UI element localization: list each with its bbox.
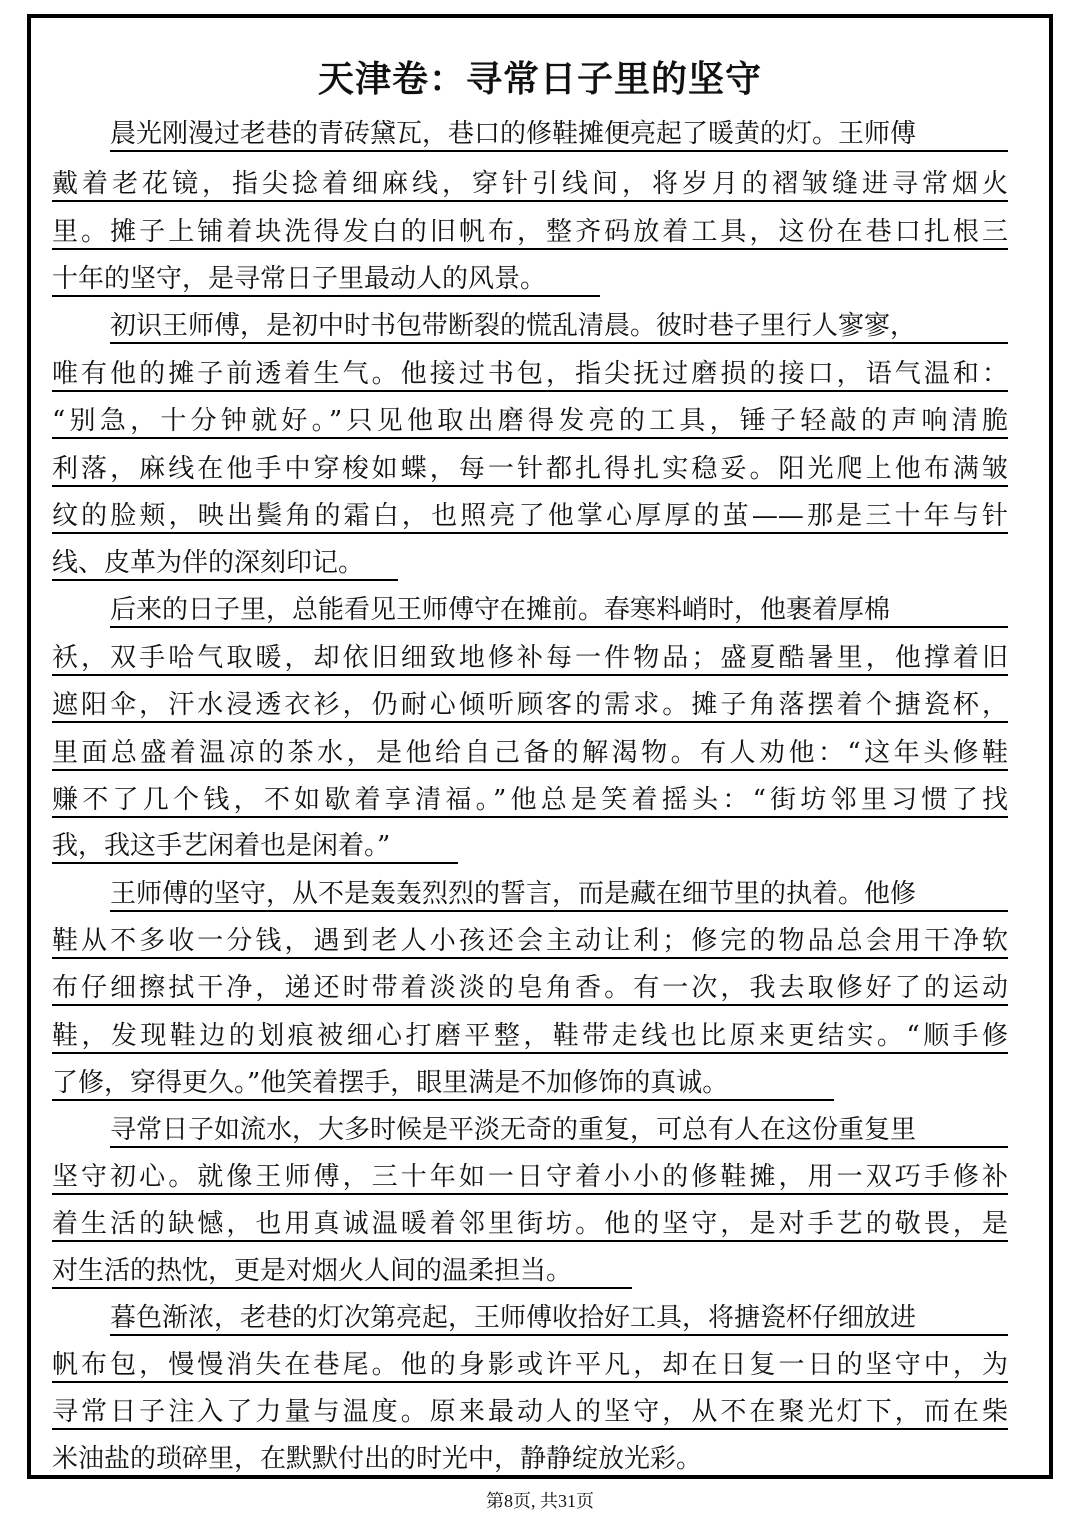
text-line: 坚守初心。就像王师傅，三十年如一日守着小小的修鞋摊，用一双巧手修补 [52, 1159, 1008, 1195]
text-line: 米油盐的琐碎里，在默默付出的时光中，静静绽放光彩。 [52, 1444, 703, 1474]
text-line: 线、皮革为伴的深刻印记。 [52, 545, 398, 581]
text-line: 寻常日子如流水，大多时候是平淡无奇的重复，可总有人在这份重复里 [110, 1112, 1008, 1148]
text-line: 唯有他的摊子前透着生气。他接过书包，指尖抚过磨损的接口，语气温和： [52, 356, 1008, 392]
page-number: 第8页, 共31页 [486, 1491, 594, 1511]
text-line: 赚不了几个钱，不如歇着享清福。”他总是笑着摇头：“街坊邻里习惯了找 [52, 782, 1008, 818]
essay-title: 天津卷：寻常日子里的坚守 [317, 59, 762, 100]
text-line: 了修，穿得更久。”他笑着摆手，眼里满是不加修饰的真诚。 [52, 1065, 834, 1101]
text-line: 十年的坚守，是寻常日子里最动人的风景。 [52, 261, 600, 297]
text-line: 暮色渐浓，老巷的灯次第亮起，王师傅收拾好工具，将搪瓷杯仔细放进 [110, 1300, 1008, 1336]
text-line: 戴着老花镜，指尖捻着细麻线，穿针引线间，将岁月的褶皱缝进寻常烟火 [52, 166, 1008, 202]
text-line: “别急，十分钟就好。”只见他取出磨得发亮的工具，锤子轻敲的声响清脆 [52, 403, 1008, 439]
text-line: 晨光刚漫过老巷的青砖黛瓦，巷口的修鞋摊便亮起了暖黄的灯。王师傅 [110, 116, 1008, 152]
text-line: 鞋，发现鞋边的划痕被细心打磨平整，鞋带走线也比原来更结实。“顺手修 [52, 1018, 1008, 1054]
text-line: 后来的日子里，总能看见王师傅守在摊前。春寒料峭时，他裹着厚棉 [110, 592, 1008, 628]
text-line: 寻常日子注入了力量与温度。原来最动人的坚守，从不在聚光灯下，而在柴 [52, 1394, 1008, 1430]
text-line: 我，我这手艺闲着也是闲着。” [52, 828, 458, 864]
text-line: 里。摊子上铺着块洗得发白的旧帆布，整齐码放着工具，这份在巷口扎根三 [52, 214, 1008, 250]
text-line: 着生活的缺憾，也用真诚温暖着邻里街坊。他的坚守，是对手艺的敬畏，是 [52, 1206, 1008, 1242]
text-line: 利落，麻线在他手中穿梭如蝶，每一针都扎得扎实稳妥。阳光爬上他布满皱 [52, 451, 1008, 487]
text-line: 王师傅的坚守，从不是轰轰烈烈的誓言，而是藏在细节里的执着。他修 [110, 876, 1008, 912]
text-line: 袄，双手哈气取暖，却依旧细致地修补每一件物品；盛夏酷暑里，他撑着旧 [52, 640, 1008, 676]
text-line: 对生活的热忱，更是对烟火人间的温柔担当。 [52, 1253, 632, 1289]
text-line: 遮阳伞，汗水浸透衣衫，仍耐心倾听顾客的需求。摊子角落摆着个搪瓷杯， [52, 687, 1008, 723]
text-line: 纹的脸颊，映出鬓角的霜白，也照亮了他掌心厚厚的茧——那是三十年与针 [52, 498, 1008, 534]
text-line: 里面总盛着温凉的茶水，是他给自己备的解渴物。有人劝他：“这年头修鞋 [52, 735, 1008, 771]
text-line: 布仔细擦拭干净，递还时带着淡淡的皂角香。有一次，我去取修好了的运动 [52, 970, 1008, 1006]
text-line: 鞋从不多收一分钱，遇到老人小孩还会主动让利；修完的物品总会用干净软 [52, 923, 1008, 959]
text-line: 初识王师傅，是初中时书包带断裂的慌乱清晨。彼时巷子里行人寥寥， [110, 308, 1008, 344]
text-line: 帆布包，慢慢消失在巷尾。他的身影或许平凡，却在日复一日的坚守中，为 [52, 1347, 1008, 1383]
